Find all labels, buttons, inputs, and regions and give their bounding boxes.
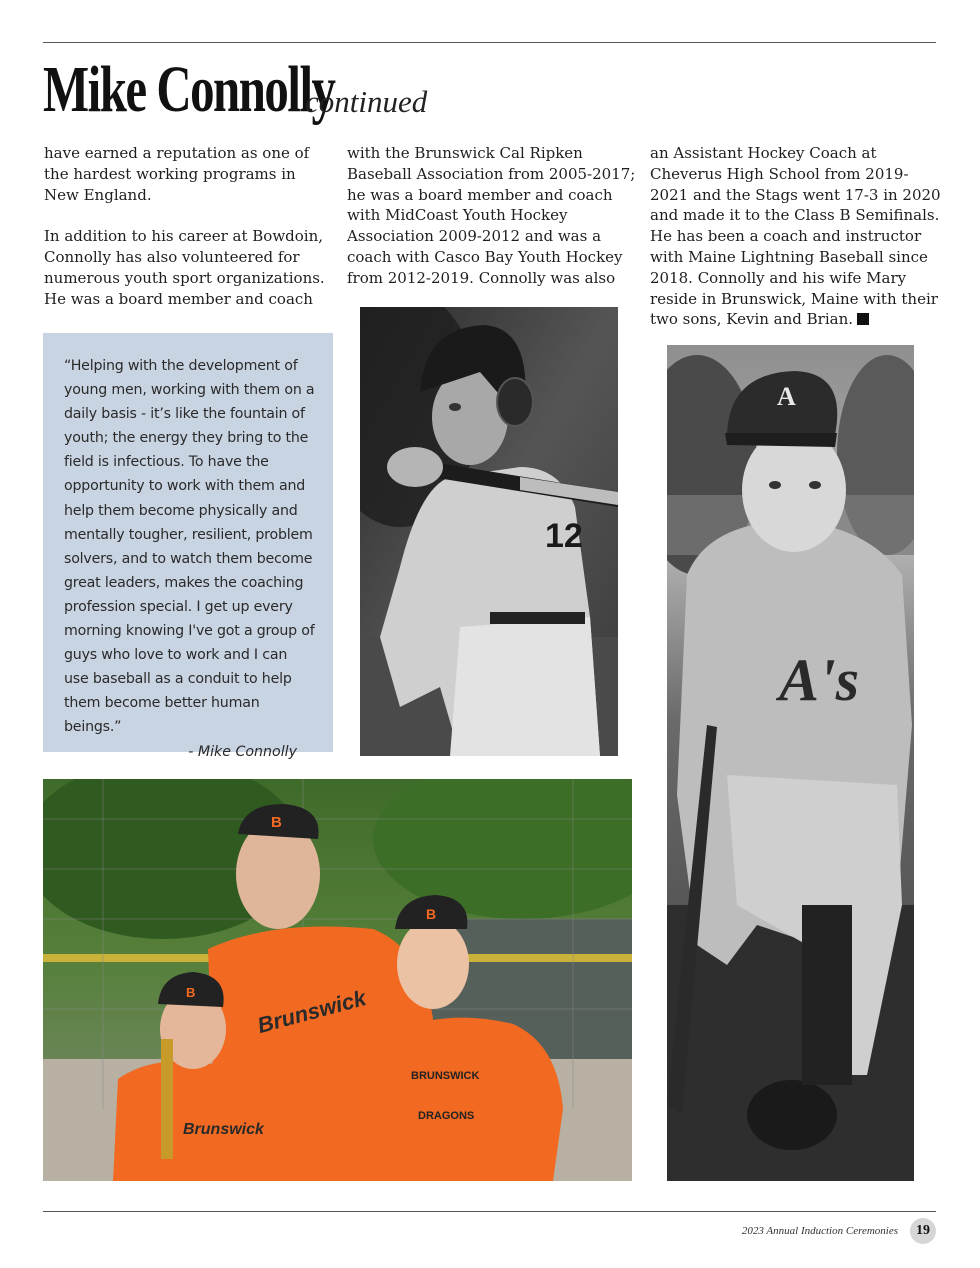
pull-quote-attribution: - Mike Connolly — [188, 743, 297, 760]
column-2-paragraph-1: with the Brunswick Cal Ripken Baseball Association from 2005-2017; he was a board member and coach with MidCoast Youth Hockey Association 2009-2012 and was a coach with Casco Bay Youth Hockey from 2012-2019. Connolly was also — [347, 144, 636, 287]
left-shirt-text: Brunswick — [183, 1121, 264, 1138]
cap-letter: A — [777, 382, 796, 411]
adult-shirt-text: Brunswick — [254, 985, 369, 1039]
photo-young-player — [667, 345, 914, 1181]
text-column-2 — [347, 143, 637, 289]
pull-quote-box — [43, 333, 333, 760]
title-continued: continued — [305, 84, 428, 119]
text-column-1 — [44, 143, 334, 309]
pull-quote-text: “Helping with the development of young men, working with them on a daily basis - it’s like the fountain of youth; the energy they bring to the field is infectious. To have the opportunity to work with them and help them become physically and mentally tougher, resilient, problem solvers, and to watch them become great leaders, makes the coaching profession special. I get up every morning knowing I've got a group of guys who love to work and I can use baseball as a conduit to help them become better human beings.” — [64, 358, 315, 736]
right-shirt-mid: DRAGONS — [418, 1110, 475, 1122]
right-shirt-top: BRUNSWICK — [411, 1070, 480, 1082]
right-cap-letter: B — [426, 906, 437, 922]
jersey-number: 12 — [545, 517, 583, 555]
column-3-paragraph-1 — [650, 143, 945, 330]
text-column-3 — [650, 143, 945, 330]
title-name: Mike Connolly — [43, 53, 335, 126]
page-footer — [742, 1218, 936, 1244]
left-cap-letter: B — [186, 985, 196, 1000]
column-1-paragraph-1: have earned a reputation as one of the hardest working programs in New England. — [44, 144, 310, 204]
photo-family — [43, 779, 632, 1181]
adult-cap-letter: B — [271, 814, 282, 831]
top-rule — [43, 42, 936, 43]
column-1-paragraph-2: In addition to his career at Bowdoin, Connolly has also volunteered for numerous youth sport organizations. He was a board member and coach — [44, 227, 325, 308]
column-3-text: an Assistant Hockey Coach at Cheverus High School from 2019-2021 and the Stags went 17-3 in 2020 and made it to the Class B Semifinals. He has been a coach and instructor with Maine Lightning Baseball since 2018. Connolly and his wife Mary reside in Brunswick, Maine with their two sons, Kevin and Brian. — [650, 144, 941, 329]
page-number: 19 — [910, 1218, 936, 1244]
page-title — [43, 52, 437, 128]
photo-youth-batter — [360, 307, 618, 756]
bottom-rule — [43, 1211, 936, 1212]
footer-text: 2023 Annual Induction Ceremonies — [741, 1225, 898, 1237]
end-mark-icon — [857, 313, 869, 325]
jersey-script: A's — [779, 647, 860, 713]
